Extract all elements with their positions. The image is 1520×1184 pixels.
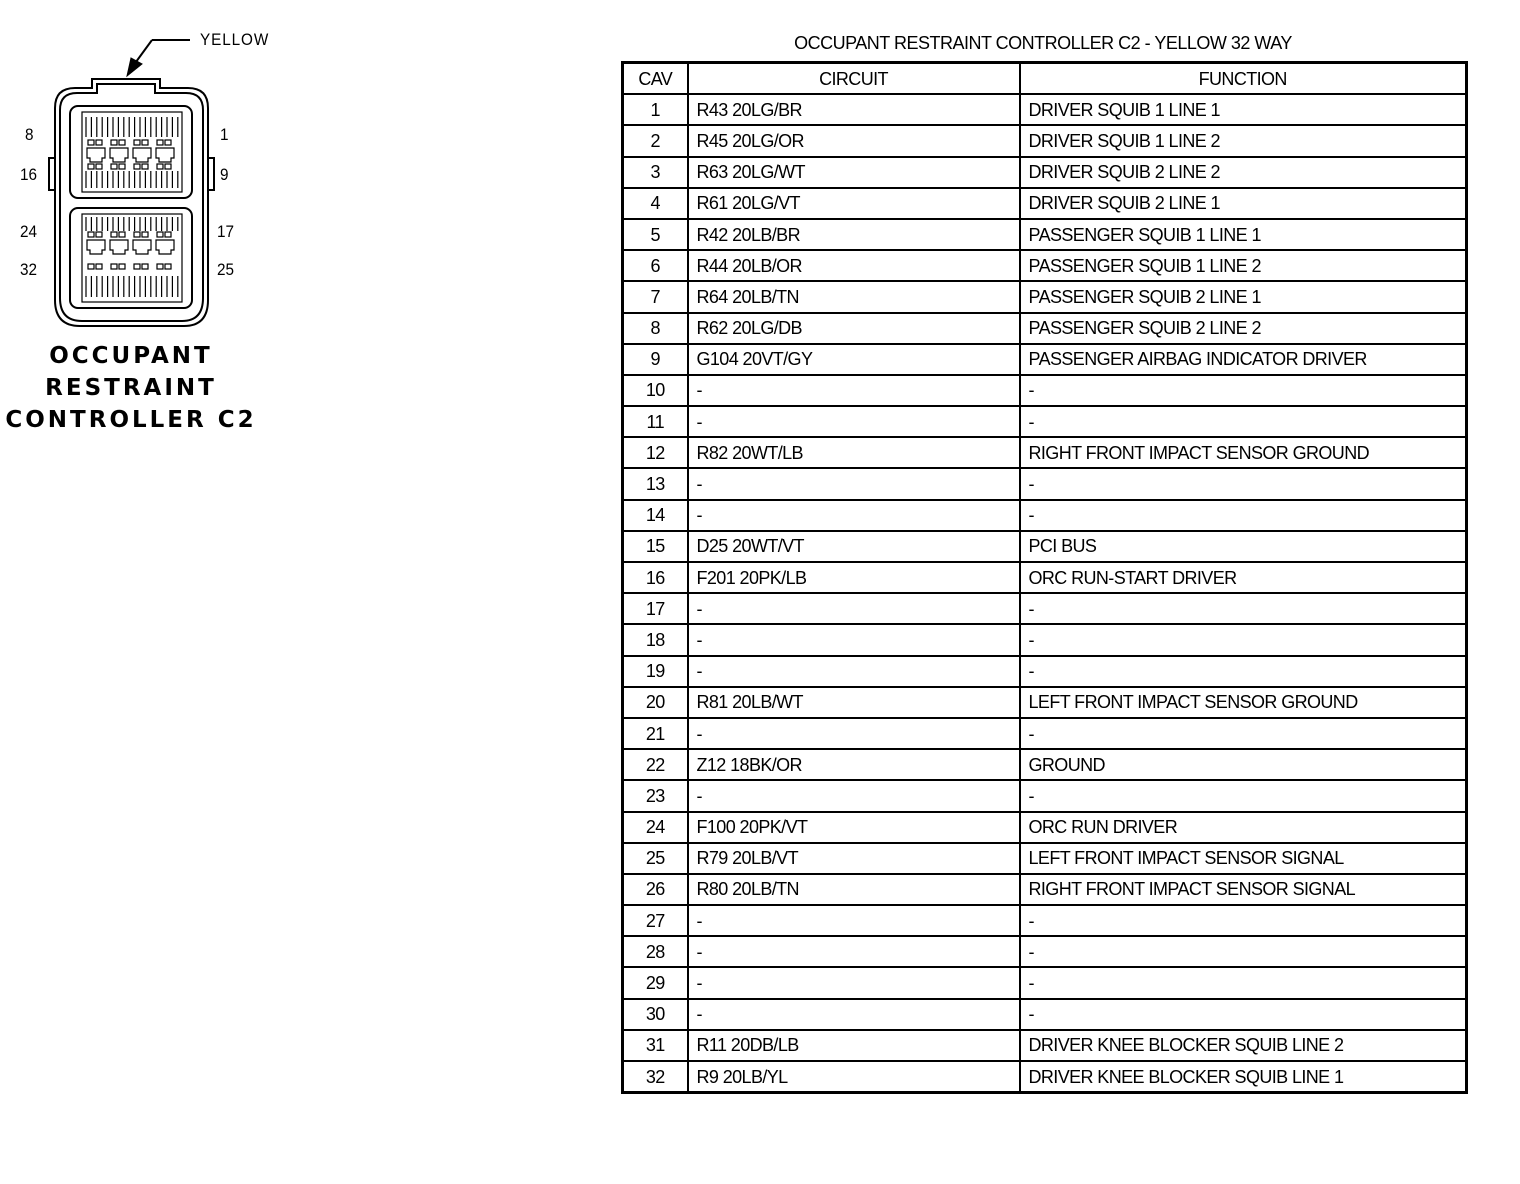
- cell-function: -: [1020, 375, 1467, 406]
- cell-cav: 25: [623, 843, 688, 874]
- cell-function: -: [1020, 593, 1467, 624]
- pinout-table-body: [623, 94, 1467, 1093]
- cell-cav: 23: [623, 780, 688, 811]
- cell-circuit: -: [688, 967, 1020, 998]
- header-circuit: CIRCUIT: [688, 63, 1020, 95]
- table-row: [623, 967, 1467, 998]
- table-row: [623, 437, 1467, 468]
- cell-function: DRIVER SQUIB 1 LINE 1: [1020, 94, 1467, 125]
- cell-function: -: [1020, 905, 1467, 936]
- cell-function: PASSENGER SQUIB 2 LINE 2: [1020, 313, 1467, 344]
- cell-cav: 20: [623, 687, 688, 718]
- cell-function: ORC RUN DRIVER: [1020, 812, 1467, 843]
- table-row: [623, 624, 1467, 655]
- cell-circuit: R9 20LB/YL: [688, 1061, 1020, 1093]
- cell-circuit: -: [688, 624, 1020, 655]
- table-row: [623, 874, 1467, 905]
- connector-title-line: CONTROLLER C2: [5, 407, 257, 433]
- table-title: OCCUPANT RESTRAINT CONTROLLER C2 - YELLOW 32 WAY: [794, 33, 1292, 53]
- cell-cav: 10: [623, 375, 688, 406]
- cell-cav: 21: [623, 718, 688, 749]
- cell-cav: 26: [623, 874, 688, 905]
- cell-cav: 4: [623, 188, 688, 219]
- table-row: [623, 780, 1467, 811]
- cell-circuit: R63 20LG/WT: [688, 157, 1020, 188]
- pin-label-bottom-left: 32: [20, 260, 38, 279]
- cell-function: -: [1020, 468, 1467, 499]
- pin-label-top-left: 8: [25, 125, 34, 144]
- cell-function: PASSENGER AIRBAG INDICATOR DRIVER: [1020, 344, 1467, 375]
- table-row: [623, 656, 1467, 687]
- cell-function: PASSENGER SQUIB 2 LINE 1: [1020, 281, 1467, 312]
- pin-label-lower-right: 17: [217, 222, 235, 241]
- cell-circuit: -: [688, 593, 1020, 624]
- cell-circuit: R80 20LB/TN: [688, 874, 1020, 905]
- table-row: [623, 1061, 1467, 1093]
- cell-circuit: -: [688, 500, 1020, 531]
- cell-function: -: [1020, 780, 1467, 811]
- table-row: [623, 812, 1467, 843]
- cell-circuit: -: [688, 656, 1020, 687]
- cell-circuit: R42 20LB/BR: [688, 219, 1020, 250]
- table-row: [623, 125, 1467, 156]
- cell-function: DRIVER KNEE BLOCKER SQUIB LINE 2: [1020, 1030, 1467, 1061]
- table-row: [623, 406, 1467, 437]
- cell-circuit: -: [688, 718, 1020, 749]
- table-row: [623, 593, 1467, 624]
- table-row: [623, 936, 1467, 967]
- cell-cav: 29: [623, 967, 688, 998]
- cell-cav: 30: [623, 999, 688, 1030]
- cell-circuit: F201 20PK/LB: [688, 562, 1020, 593]
- pin-label-bottom-right: 25: [217, 260, 235, 279]
- cell-function: PASSENGER SQUIB 1 LINE 1: [1020, 219, 1467, 250]
- header-cav: CAV: [623, 63, 688, 95]
- cell-cav: 14: [623, 500, 688, 531]
- table-row: [623, 905, 1467, 936]
- cell-function: LEFT FRONT IMPACT SENSOR SIGNAL: [1020, 843, 1467, 874]
- table-row: [623, 500, 1467, 531]
- pin-label-top-right: 1: [220, 125, 229, 144]
- cell-circuit: R62 20LG/DB: [688, 313, 1020, 344]
- table-row: [623, 531, 1467, 562]
- cell-cav: 12: [623, 437, 688, 468]
- cell-function: -: [1020, 718, 1467, 749]
- cell-cav: 15: [623, 531, 688, 562]
- cell-function: -: [1020, 656, 1467, 687]
- connector-housing: [49, 79, 214, 326]
- cell-cav: 28: [623, 936, 688, 967]
- cell-circuit: R43 20LG/BR: [688, 94, 1020, 125]
- table-row: [623, 281, 1467, 312]
- table-row: [623, 344, 1467, 375]
- cell-circuit: -: [688, 468, 1020, 499]
- cell-cav: 2: [623, 125, 688, 156]
- cell-circuit: R82 20WT/LB: [688, 437, 1020, 468]
- table-row: [623, 219, 1467, 250]
- table-row: [623, 375, 1467, 406]
- cell-cav: 7: [623, 281, 688, 312]
- connector-color-label: YELLOW: [200, 30, 270, 49]
- header-function: FUNCTION: [1020, 63, 1467, 95]
- cell-circuit: G104 20VT/GY: [688, 344, 1020, 375]
- connector-face-drawing: [0, 0, 300, 340]
- cell-circuit: -: [688, 375, 1020, 406]
- cell-function: RIGHT FRONT IMPACT SENSOR GROUND: [1020, 437, 1467, 468]
- cell-function: ORC RUN-START DRIVER: [1020, 562, 1467, 593]
- cell-function: RIGHT FRONT IMPACT SENSOR SIGNAL: [1020, 874, 1467, 905]
- cell-function: GROUND: [1020, 749, 1467, 780]
- cell-cav: 3: [623, 157, 688, 188]
- cell-function: -: [1020, 624, 1467, 655]
- cell-circuit: -: [688, 406, 1020, 437]
- cell-circuit: D25 20WT/VT: [688, 531, 1020, 562]
- cell-function: PCI BUS: [1020, 531, 1467, 562]
- cell-cav: 8: [623, 313, 688, 344]
- pin-label-lower-left: 24: [20, 222, 38, 241]
- table-row: [623, 250, 1467, 281]
- table-row: [623, 94, 1467, 125]
- cell-circuit: R11 20DB/LB: [688, 1030, 1020, 1061]
- cell-function: -: [1020, 967, 1467, 998]
- table-row: [623, 999, 1467, 1030]
- pinout-table: [621, 61, 1468, 1094]
- cell-circuit: R81 20LB/WT: [688, 687, 1020, 718]
- cell-function: -: [1020, 999, 1467, 1030]
- cell-circuit: -: [688, 905, 1020, 936]
- cell-cav: 9: [623, 344, 688, 375]
- cell-circuit: -: [688, 936, 1020, 967]
- cell-cav: 17: [623, 593, 688, 624]
- table-header-row: [623, 63, 1467, 95]
- cell-function: DRIVER SQUIB 2 LINE 1: [1020, 188, 1467, 219]
- cell-cav: 11: [623, 406, 688, 437]
- cell-cav: 13: [623, 468, 688, 499]
- cell-circuit: R64 20LB/TN: [688, 281, 1020, 312]
- cell-cav: 27: [623, 905, 688, 936]
- cell-function: DRIVER KNEE BLOCKER SQUIB LINE 1: [1020, 1061, 1467, 1093]
- cell-circuit: -: [688, 999, 1020, 1030]
- table-row: [623, 687, 1467, 718]
- table-row: [623, 843, 1467, 874]
- cell-function: -: [1020, 406, 1467, 437]
- cell-circuit: R79 20LB/VT: [688, 843, 1020, 874]
- table-row: [623, 749, 1467, 780]
- cell-circuit: -: [688, 780, 1020, 811]
- cell-cav: 24: [623, 812, 688, 843]
- table-row: [623, 313, 1467, 344]
- cell-circuit: R45 20LG/OR: [688, 125, 1020, 156]
- pin-label-upper-right: 9: [220, 165, 229, 184]
- cell-cav: 19: [623, 656, 688, 687]
- pin-label-upper-left: 16: [20, 165, 38, 184]
- cell-function: DRIVER SQUIB 1 LINE 2: [1020, 125, 1467, 156]
- cell-cav: 6: [623, 250, 688, 281]
- table-row: [623, 468, 1467, 499]
- cell-function: PASSENGER SQUIB 1 LINE 2: [1020, 250, 1467, 281]
- cell-function: DRIVER SQUIB 2 LINE 2: [1020, 157, 1467, 188]
- cell-circuit: F100 20PK/VT: [688, 812, 1020, 843]
- cell-cav: 5: [623, 219, 688, 250]
- cell-circuit: Z12 18BK/OR: [688, 749, 1020, 780]
- cell-circuit: R61 20LG/VT: [688, 188, 1020, 219]
- callout-arrow: [127, 40, 190, 76]
- connector-diagram: [0, 0, 300, 460]
- cell-function: -: [1020, 500, 1467, 531]
- cell-circuit: R44 20LB/OR: [688, 250, 1020, 281]
- table-row: [623, 1030, 1467, 1061]
- cell-function: LEFT FRONT IMPACT SENSOR GROUND: [1020, 687, 1467, 718]
- connector-title: [0, 340, 262, 436]
- cell-cav: 18: [623, 624, 688, 655]
- table-row: [623, 718, 1467, 749]
- cell-cav: 22: [623, 749, 688, 780]
- connector-title-line: RESTRAINT: [45, 375, 217, 401]
- cell-cav: 31: [623, 1030, 688, 1061]
- cell-cav: 1: [623, 94, 688, 125]
- connector-title-line: OCCUPANT: [49, 343, 213, 369]
- cell-cav: 32: [623, 1061, 688, 1093]
- cell-cav: 16: [623, 562, 688, 593]
- table-row: [623, 157, 1467, 188]
- table-row: [623, 188, 1467, 219]
- table-row: [623, 562, 1467, 593]
- cell-function: -: [1020, 936, 1467, 967]
